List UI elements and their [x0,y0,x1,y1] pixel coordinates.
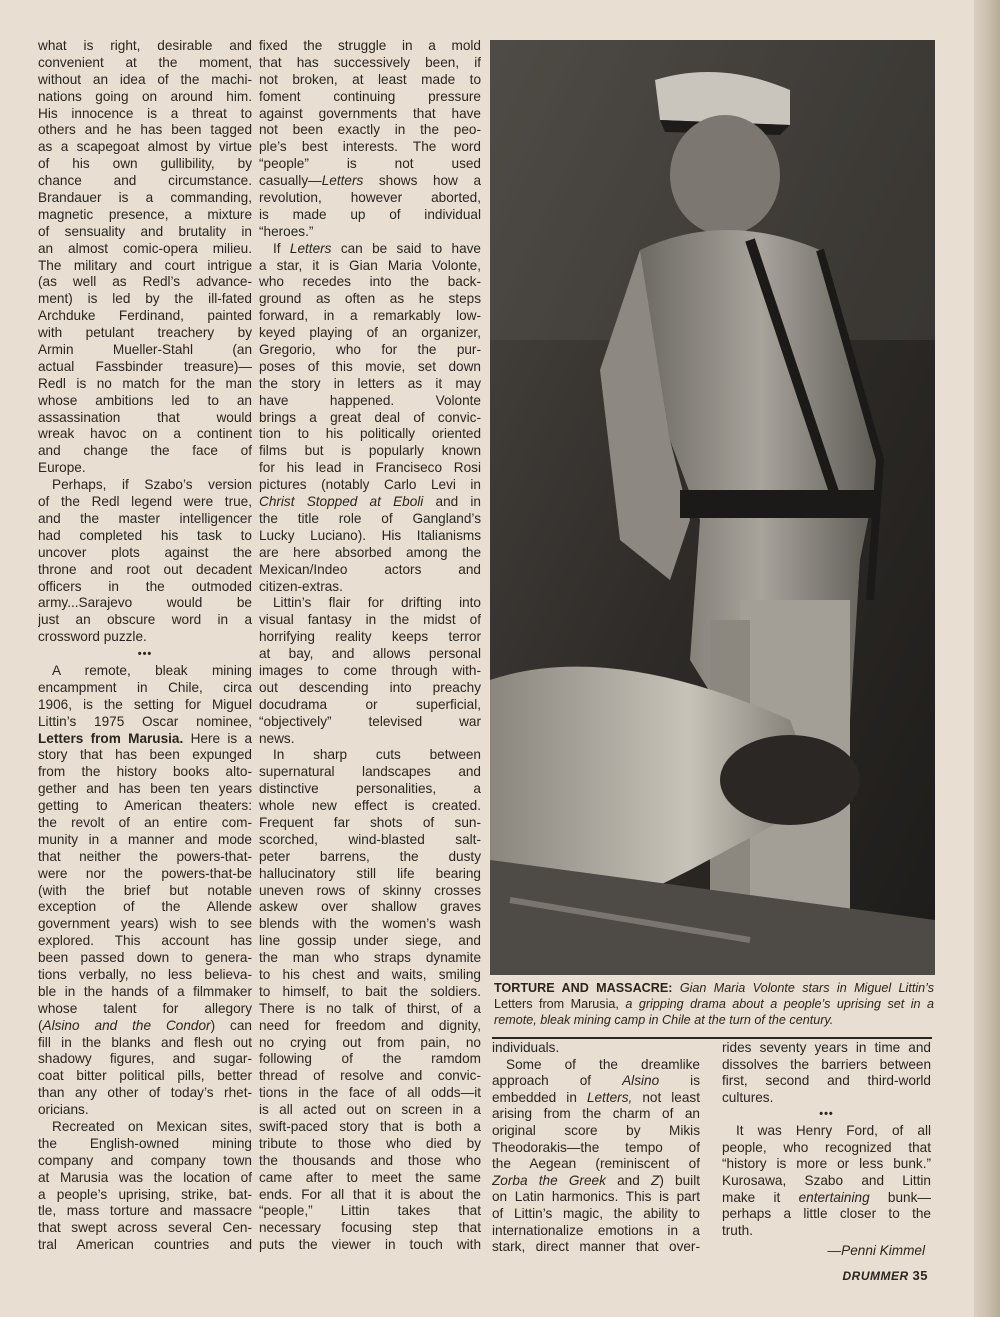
text-line: fixed the struggle in a mold [259,38,481,53]
text-line: truth. [722,1222,753,1238]
text-line: what is right, desirable and [38,38,252,53]
paragraph [259,747,481,1254]
text-line: of sensuality and brutality in [38,223,252,239]
text-line [492,1173,700,1190]
article-column-1 [38,38,252,1254]
text-line: brings a great deal of convic- [259,409,481,425]
photo-image [490,40,935,975]
text-line: news. [259,730,295,746]
text-line: docudrama or superficial, [259,696,481,712]
text-line: It was Henry Ford, of all [736,1123,931,1139]
text-line: assassination that would [38,409,252,425]
text-segment: Here is a [183,730,252,746]
text-line: to himself, to bait the soldiers. [259,983,481,999]
text-segment: and [605,1172,651,1188]
text-line: “heroes.” [259,223,314,239]
text-line: out descending into preachy [259,679,481,695]
text-line: keyed playing of an organizer, [259,325,481,341]
italic-text: Letters [321,173,364,189]
text-line: fill in the blanks and flesh out [38,1034,252,1050]
text-line: at bay, and allows personal [259,646,481,662]
text-segment: bunk— [869,1189,931,1205]
text-line: coat bitter political pills, better [38,1068,252,1084]
text-line: shadowy figures, and sugar- [38,1051,252,1067]
text-line: army...Sarajevo would be [38,595,252,611]
text-segment: If [273,240,290,256]
text-line: internationalize emotions in a [492,1222,700,1238]
italic-text: Christ Stopped at Eboli [259,494,424,510]
text-line: perhaps a little closer to the [722,1206,931,1222]
text-line: whole new effect is created. [259,798,481,814]
text-line: Redl is no match for the man [38,375,252,391]
text-line: crossword puzzle. [38,629,147,645]
text-line: necessary focusing step that [259,1220,481,1236]
text-line: Littin’s flair for drifting into [273,595,481,611]
text-line: “history is more or less bunk.” [722,1156,931,1172]
author-byline: —Penni Kimmel [827,1243,925,1259]
text-line: Brandauer is a commanding, [38,190,252,206]
text-line: wreak havoc on a continent [38,426,252,442]
text-line: images to come through with- [259,662,481,678]
section-separator: ••• [137,648,153,661]
text-line: ble in the hands of a filmmaker [38,983,252,999]
text-line: 1906, is the setting for Miguel [38,696,252,712]
text-line: on Latin harmonics. This is part [492,1189,700,1205]
text-line: came after to meet the same [259,1169,481,1185]
paragraph [722,1123,931,1239]
text-segment: and in [423,494,481,510]
text-line: encampment in Chile, circa [38,679,252,695]
text-line: need for freedom and dignity, [259,1017,481,1033]
text-line [492,1090,700,1107]
text-line: were nor the powers-that-be [38,865,252,881]
paragraph [38,38,252,477]
text-line: tion to his politically oriented [259,426,481,442]
page-binding-edge [974,0,1000,1317]
text-line: have happened. Volonte [259,392,481,408]
text-line: Armin Mueller-Stahl (an [38,342,252,358]
text-line [259,173,481,190]
text-line: not been exactly in the peo- [259,122,481,138]
text-line: that has successively been, if [259,54,481,70]
text-segment: shows how a [363,173,481,189]
text-line: tions verbally, no less believa- [38,966,252,982]
text-line: for his lead in Franciseco Rosi [259,460,481,476]
text-line: officers in the outmoded [38,578,252,594]
text-segment: not least [632,1089,700,1105]
text-line: getting to American theaters: [38,798,252,814]
article-column-2 [259,38,481,1254]
text-line: tribute to those who died by [259,1135,481,1151]
text-line: of his own gullibility, by [38,156,252,172]
text-line: company and company town [38,1152,252,1168]
text-line: Littin’s 1975 Oscar nominee, [38,713,252,729]
text-line: In sharp cuts between [273,747,481,763]
text-line: foment continuing pressure [259,88,481,104]
paragraph [492,1057,700,1256]
text-line: that swept across several Cen- [38,1220,252,1236]
italic-text: Gian Maria Volonte stars in Miguel Littin’s [672,981,934,995]
caption-line [494,996,934,1012]
text-line: government years) wish to see [38,916,252,932]
text-line: forward, in a remarkably low- [259,308,481,324]
text-line: visual fantasy in the midst of [259,612,481,628]
page-number: 35 [912,1268,928,1283]
text-line: (with the brief but notable [38,882,252,898]
text-line: supernatural landscapes and [259,764,481,780]
text-line: “objectively” televised war [259,713,481,729]
photo-caption [494,980,934,1028]
text-line: uncover plots against the [38,544,252,560]
text-line: original score by Mikis [492,1122,700,1138]
paragraph [259,595,481,747]
text-line: line gossip under siege, and [259,933,481,949]
paragraph [722,1040,931,1106]
italic-text: remote, bleak mining camp in Chile at the turn of the century. [494,1013,834,1027]
text-line: thread of resolve and convic- [259,1068,481,1084]
text-line: revolution, however aborted, [259,190,481,206]
text-line: stark, direct manner that over- [492,1239,700,1255]
text-line: convenient at the moment, [38,54,252,70]
text-line: whose talent for allegory [38,1000,252,1016]
text-line: exception of the Allende [38,899,252,915]
italic-text: Zorba the Greek [492,1172,606,1188]
italic-text: Letters, [586,1089,633,1105]
text-line: Mexican/Indeo actors and [259,561,481,577]
text-line: that neither the powers-that- [38,848,252,864]
text-line: arising from the charm of an [492,1106,700,1122]
text-line: whose ambitions led to an [38,392,252,408]
text-line: nations going on around him. [38,88,252,104]
text-segment: approach of [492,1073,623,1089]
text-segment: Letters from Marusia, [494,997,619,1011]
italic-text: Alsino [622,1073,660,1089]
text-line: against governments that have [259,105,481,121]
text-line: poses of this movie, set down [259,358,481,374]
text-line: Gregorio, who for the pur- [259,342,481,358]
caption-divider [492,1037,932,1039]
paragraph [38,1119,252,1254]
italic-text: entertaining [798,1189,870,1205]
text-line [492,1073,700,1090]
text-segment: make it [722,1189,799,1205]
text-line [259,241,481,258]
text-line: without an idea of the machi- [38,71,252,87]
text-line: actual Fassbinder treasure)— [38,358,252,374]
text-line: an almost comic-opera milieu. [38,240,252,256]
paragraph [492,1040,700,1057]
text-line: askew over shallow graves [259,899,481,915]
text-line: a people’s uprising, strike, bat- [38,1186,252,1202]
text-line: chance and circumstance. [38,173,252,189]
text-line: just an obscure word in a [38,612,252,628]
text-line: of Littin’s magic, the ability to [492,1205,700,1221]
text-line: to his chest and waits, smiling [259,966,481,982]
text-line: Lucky Luciano). His Italianisms [259,527,481,543]
text-segment: ( [38,1017,43,1033]
text-line: oricians. [38,1102,89,1118]
magazine-name: DRUMMER [842,1269,909,1283]
text-segment: ) built [659,1172,700,1188]
text-line: others and he has been tagged [38,122,252,138]
text-line: of the Redl legend were true, [38,494,252,510]
text-line: peter barrens, the dusty [259,848,481,864]
article-column-4 [722,1040,931,1259]
text-line: Frequent far shots of sun- [259,814,481,830]
text-line: individuals. [492,1040,560,1055]
text-line: explored. This account has [38,933,252,949]
text-line [38,731,252,748]
text-line: cultures. [722,1089,774,1105]
text-line: gether and has been ten years [38,781,252,797]
text-line: ple’s best interests. The word [259,139,481,155]
text-line: His innocence is a threat to [38,105,252,121]
text-line: Recreated on Mexican sites, [52,1119,252,1134]
text-line: ends. For all that it is about the [259,1186,481,1202]
text-line: munity in a manner and mode [38,831,252,847]
text-line [259,494,481,511]
text-segment: embedded in [492,1089,587,1105]
text-line: and change the face of [38,443,252,459]
text-line: the title role of Gangland’s [259,510,481,526]
text-line: Some of the dreamlike [506,1056,700,1072]
text-line: story that has been expunged [38,747,252,763]
text-line: is made up of individual [259,206,481,222]
text-line: magnetic presence, a mixture [38,206,252,222]
text-line: no crying out from pain, no [259,1034,481,1050]
text-line: Perhaps, if Szabo’s version [52,477,252,493]
text-line: rides seventy years in time and [722,1040,931,1055]
text-line: “people,” Littin takes that [259,1203,481,1219]
text-line [38,1018,252,1035]
text-line: following of the ramdom [259,1051,481,1067]
page-footer [843,1268,928,1283]
text-line: than any other of today’s rhet- [38,1085,252,1101]
text-line: swift-paced story that is both a [259,1119,481,1134]
text-line: is all acted out on screen in a [259,1102,481,1118]
text-line: There is no talk of thirst, of a [259,1000,481,1016]
text-segment: ) can [210,1017,252,1033]
text-line: are here absorbed among the [259,544,481,560]
text-line: scorched, wind-blasted salt- [259,831,481,847]
paragraph [259,241,481,596]
caption-line [494,980,934,996]
text-segment: is [659,1073,700,1089]
italic-text: Z [651,1172,660,1188]
paragraph [38,663,252,1119]
text-line: dissolves the barriers between [722,1056,931,1072]
text-line: the revolt of an entire com- [38,814,252,830]
text-line: puts the viewer in touch with [259,1237,481,1253]
text-line: ground as often as he steps [259,291,481,307]
text-line: with petulant treachery by [38,325,252,341]
text-line: (as well as Redl’s advance- [38,274,252,290]
text-line: tions in the face of all odds—it [259,1085,481,1101]
text-line: had completed his task to [38,527,252,543]
text-line [722,1190,931,1207]
text-line: pictures (notably Carlo Levi in [259,477,481,493]
text-segment: can be said to have [331,240,481,256]
caption-line [494,1012,934,1028]
text-line: uneven rows of skinny crosses [259,882,481,898]
text-line: the Aegean (reminiscent of [492,1156,700,1172]
text-line: The military and court intrigue [38,257,252,273]
text-line: distinctive personalities, a [259,781,481,797]
section-separator: ••• [819,1108,834,1121]
text-line: tral American countries and [38,1237,252,1253]
text-line: first, second and third-world [722,1073,931,1089]
text-line: the story in letters as it may [259,375,481,391]
article-column-3 [492,1040,700,1256]
text-line: a star, it is Gian Maria Volonte, [259,257,481,273]
text-line: and the master intelligencer [38,510,252,526]
text-line: hallucinatory still life bearing [259,865,481,881]
text-line: citizen-extras. [259,578,343,594]
text-line: Theodorakis—the tempo of [492,1139,700,1155]
text-line: Archduke Ferdinand, painted [38,308,252,324]
text-line: blends with the women’s wash [259,916,481,932]
text-line: Europe. [38,460,86,476]
text-line: films but is popularly known [259,443,481,459]
text-segment: casually— [259,173,322,189]
text-line: the man who straps dynamite [259,950,481,966]
text-line: as a scapegoat almost by virtue [38,139,252,155]
bold-text: TORTURE AND MASSACRE: [494,981,673,995]
text-line: at Marusia was the location of [38,1169,252,1185]
text-line: people, who recognized that [722,1139,931,1155]
italic-text: Letters [289,240,332,256]
text-line: ment) is led by the ill-fated [38,291,252,307]
text-line: horrifying reality keeps terror [259,629,481,645]
text-line: throne and root out decadent [38,561,252,577]
text-line: the English-owned mining [38,1135,252,1151]
text-line: the thousands and those who [259,1152,481,1168]
italic-text: Alsino and the Condor [42,1017,211,1033]
text-line: “people” is not used [259,156,481,172]
text-line: who recedes into the back- [259,274,481,290]
text-line: Kurosawa, Szabo and Littin [722,1173,931,1189]
bold-text: Letters from Marusia. [38,730,184,746]
film-still-photo [490,40,935,975]
paragraph [38,477,252,646]
text-line: A remote, bleak mining [52,662,252,678]
text-line: been passed down to genera- [38,950,252,966]
text-line: from the history books alto- [38,764,252,780]
text-line: tle, mass torture and massacre [38,1203,252,1219]
italic-text: a gripping drama about a people’s uprising set in a [618,997,934,1011]
text-line: not broken, at least made to [259,71,481,87]
paragraph [259,38,481,241]
